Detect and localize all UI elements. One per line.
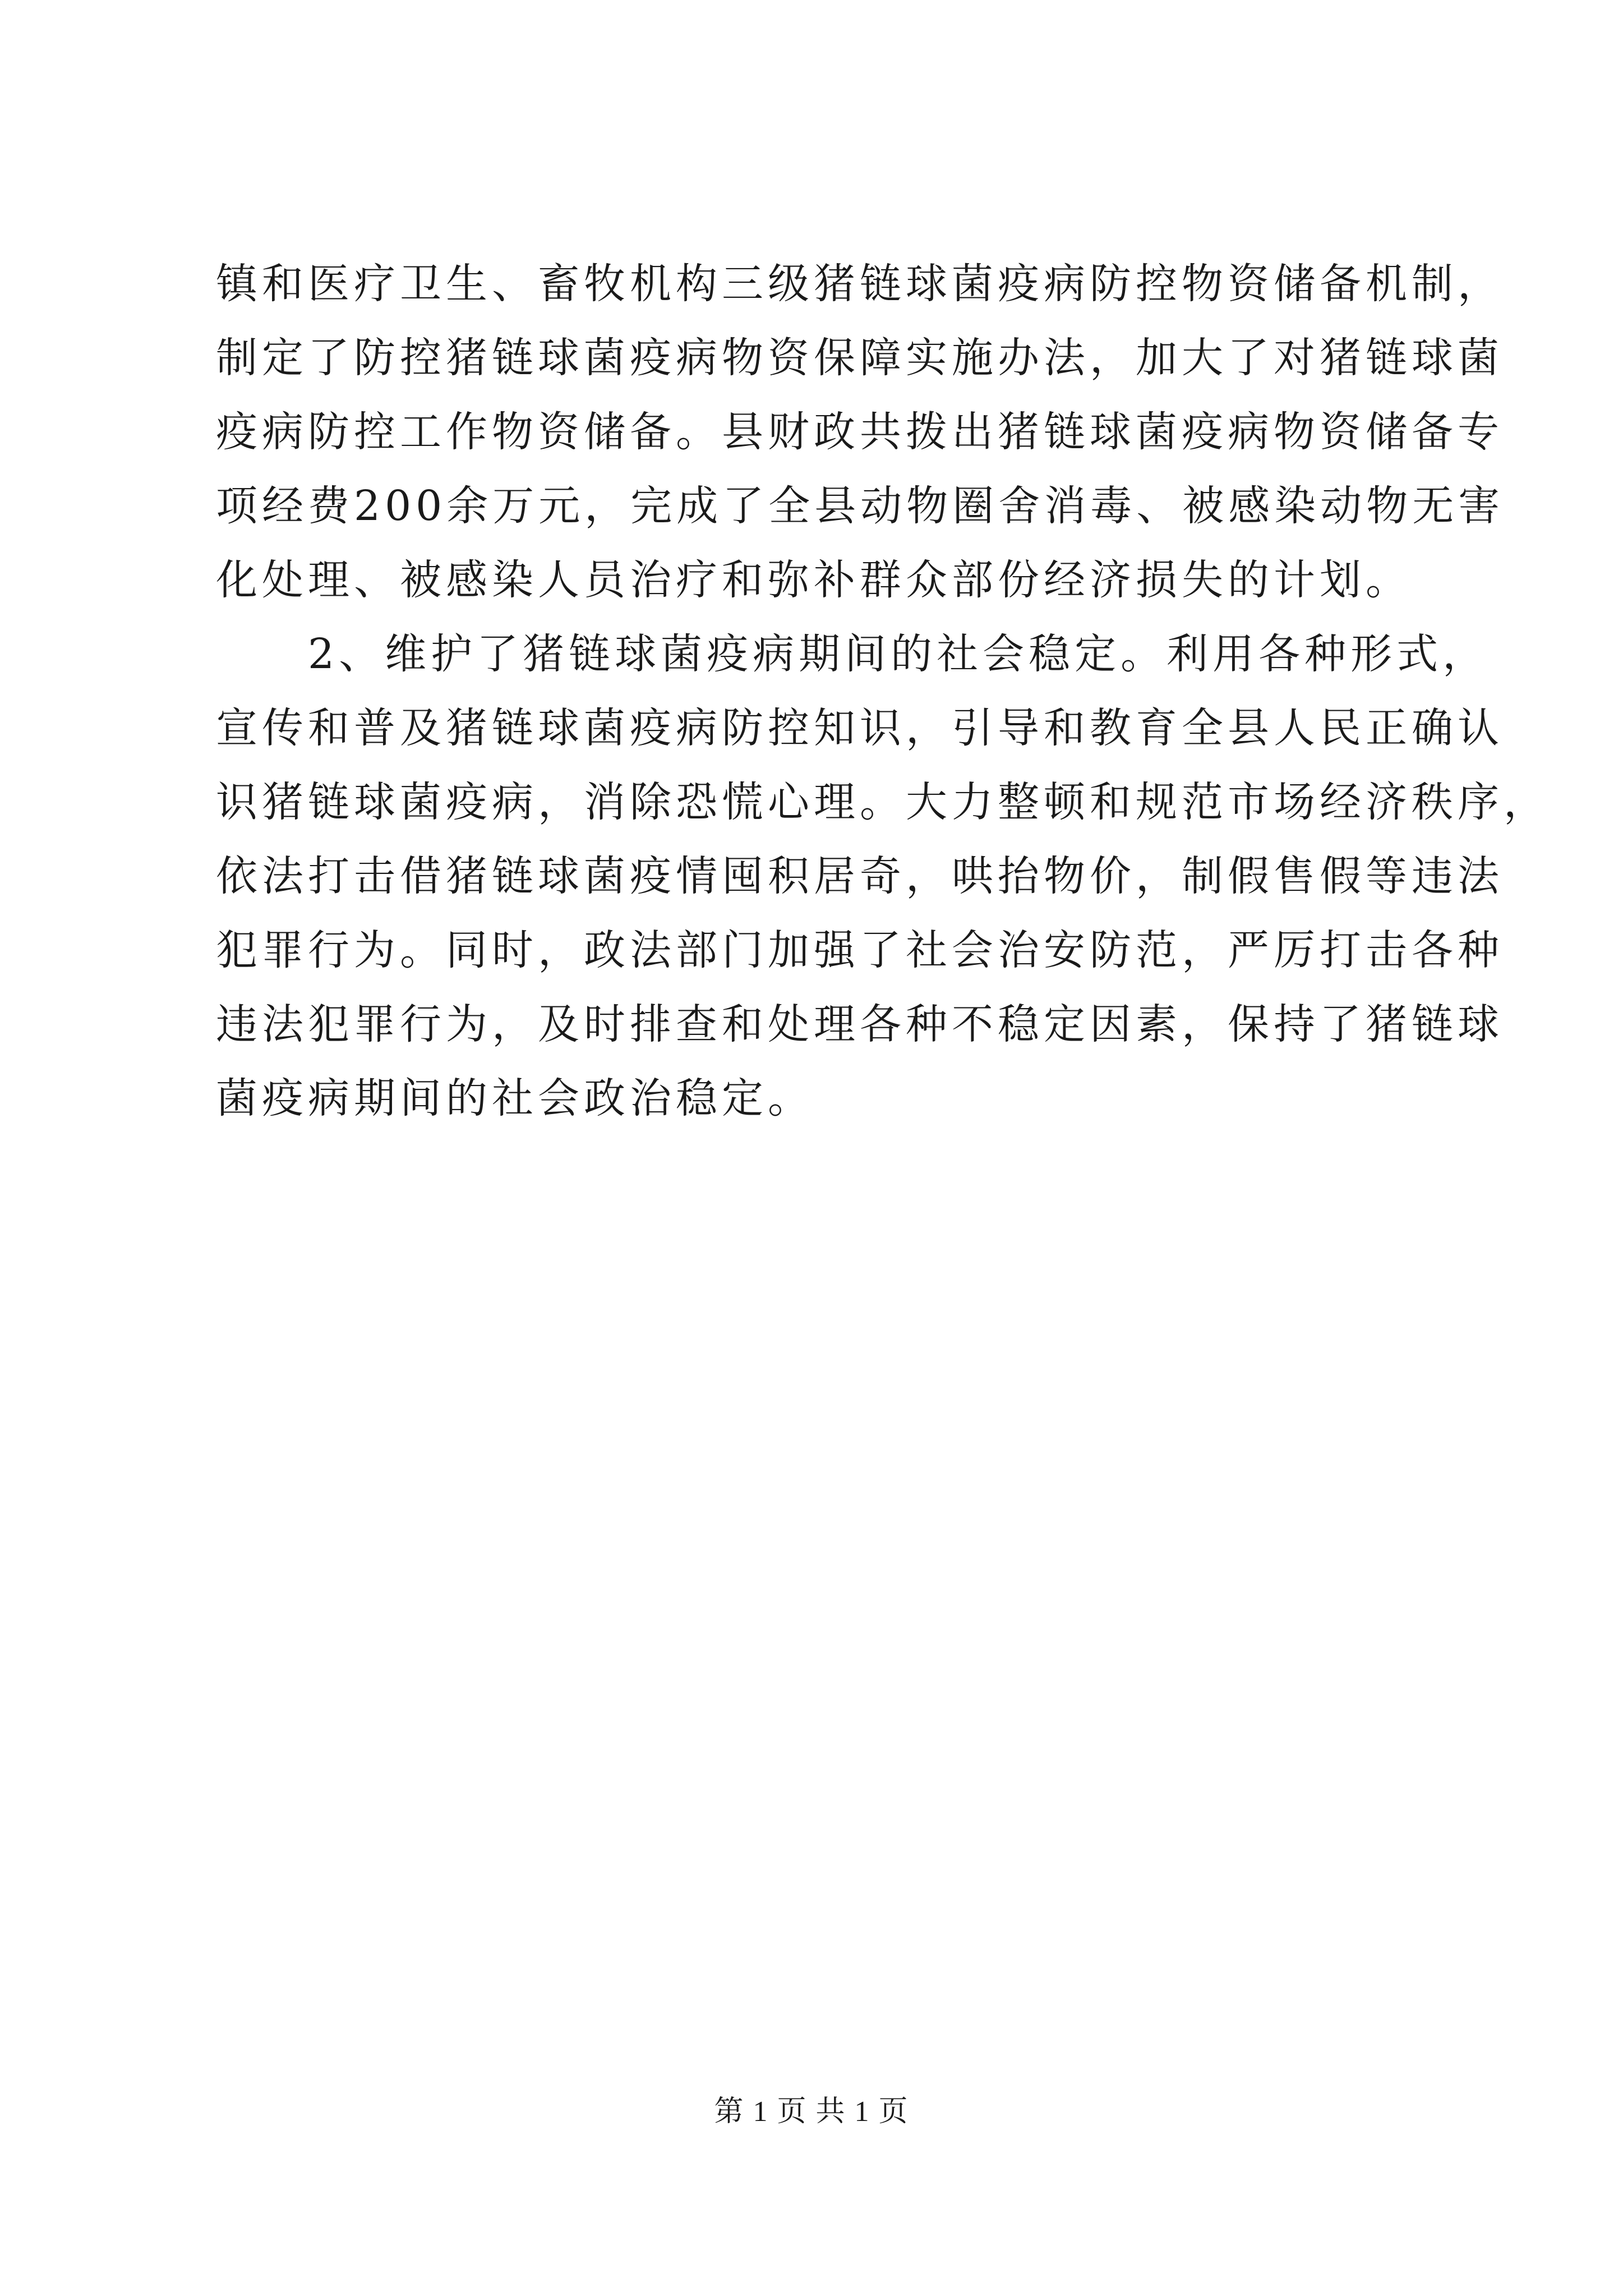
text-line: 依法打击借猪链球菌疫情囤积居奇，哄抬物价，制假售假等违法 (216, 852, 1504, 900)
page-number: 第 1 页 共 1 页 (714, 2096, 909, 2128)
text-line: 违法犯罪行为，及时排查和处理各种不稳定因素，保持了猪链球 (216, 1000, 1504, 1048)
text-line: 制定了防控猪链球菌疫病物资保障实施办法，加大了对猪链球菌 (216, 334, 1504, 382)
paragraph-2-start: 2、维护了猪链球菌疫病期间的社会稳定。利用各种形式， (216, 630, 1489, 678)
text-line: 镇和医疗卫生、畜牧机构三级猪链球菌疫病防控物资储备机制， (216, 260, 1504, 308)
text-line: 识猪链球菌疫病，消除恐慌心理。大力整顿和规范市场经济秩序， (216, 778, 1550, 826)
text-line: 宣传和普及猪链球菌疫病防控知识，引导和教育全县人民正确认 (216, 704, 1504, 752)
text-line: 犯罪行为。同时，政法部门加强了社会治安防范，严厉打击各种 (216, 926, 1504, 974)
text-line: 疫病防控工作物资储备。县财政共拨出猪链球菌疫病物资储备专 (216, 408, 1504, 456)
body-text (216, 247, 1550, 1135)
page-footer (0, 2092, 1623, 2132)
text-line: 化处理、被感染人员治疗和弥补群众部份经济损失的计划。 (216, 556, 1412, 604)
text-line: 菌疫病期间的社会政治稳定。 (216, 1074, 814, 1122)
text-line: 项经费200余万元，完成了全县动物圈舍消毒、被感染动物无害 (216, 482, 1505, 530)
